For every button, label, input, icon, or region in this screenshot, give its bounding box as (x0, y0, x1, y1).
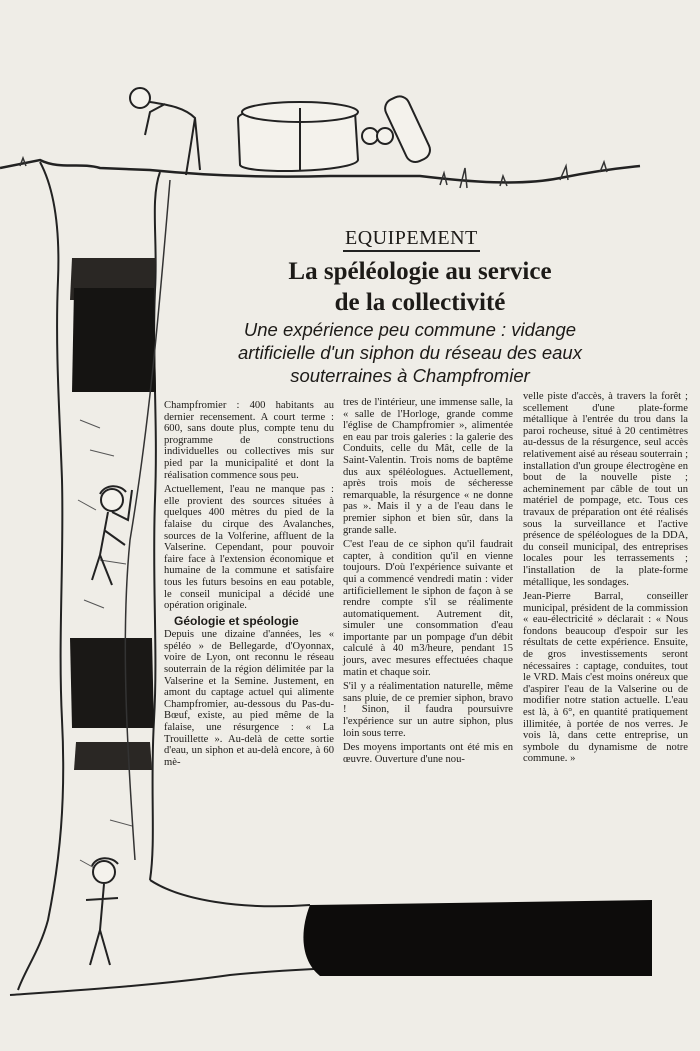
cave-ceiling-line (150, 880, 310, 906)
paragraph: tres de l'intérieur, une immense salle, la « salle de l'Horloge, grande comme l'église de Champfromier », alimentée en eau par trois galeries : la galerie des Conduits, celle du Mât, celle de la Saint-Valentin. Trois noms de baptême dus aux spéléologues. Actuellement, après trois mois de sécheresse remarquable, la résurgence « ne donne pas ». Mais il y a de l'eau dans le premier siphon et bien sûr, dans la grande salle. (343, 397, 513, 536)
pump-generator-drum (238, 93, 433, 171)
section-heading: Géologie et spéologie (174, 613, 299, 628)
paragraph: Depuis une dizaine d'années, les « spéléo » de Bellegarde, d'Oyonnax, voire de Lyon, ont reconnu le réseau souterrain de la région délimitée par la Valserine et la Semine. Justement, en amont du captage actuel qui alimente Champfromier, au-dessous du Pas-du-Bœuf, existe, au pied même de la falaise, une résurgence : « La Trouillette ». Au-delà de cette sortie d'eau, un siphon et au-delà encore, à 60 mè- (164, 629, 334, 768)
paragraph: Actuellement, l'eau ne manque pas : elle provient des sources situées à quelques 400 mètres du pied de la falaise du cirque des Avalanches, sources de la Volferine, affluent de la Valserine. Cependant, pour pouvoir faire face à l'extension économique et humaine de la commune et satisfaire tous les futurs besoins en eau potable, le conseil municipal a décidé une opération originale. (164, 484, 334, 612)
climbing-caver-figure (92, 486, 132, 585)
paragraph: S'il y a réalimentation naturelle, même sans pluie, de ce premier siphon, bravo ! Sinon, il faudra poursuivre l'expérience sur un autre siphon, plus loin sous terre. (343, 681, 513, 739)
underground-water-pool (303, 900, 652, 976)
dark-rock-band-4 (74, 742, 152, 770)
paragraph: Champfromier : 400 habitants au dernier recensement. A court terme : 600, sans doute plus, compte tenu du programme de constructions individuelles ou collectives mis sur pied par la municipalité et dont la réalisation commence sous peu. (164, 400, 334, 481)
headline-line-1: La spéléologie au service (288, 258, 552, 285)
subtitle-line-3: souterraines à Champfromier (290, 365, 530, 386)
cave-shaft-left-wall (18, 162, 63, 990)
surface-caver-figure (130, 88, 200, 175)
article-headline (200, 256, 640, 318)
paragraph: velle piste d'accès, à travers la forêt ; scellement d'une plate-forme métallique à l'entrée du trou dans la paroi rocheuse, situé à 20 centimètres au-dessus de la résurgence, seul accès relativement aisé au réseau souterrain ; installation d'un groupe électrogène en bout de la nouvelle piste ; acheminement par câble de tout un matériel de pompage, etc. Tous ces travaux de préparation ont été réalisés sous la surveillance et l'active présence de spéléologues de la DDA, du conseil municipal, des entreprises locales pour les terrassements ; l'installation de la plate-forme métallique, les sondages. (523, 391, 689, 588)
headline-line-2: de la collectivité (334, 289, 506, 316)
section-kicker: EQUIPEMENT (343, 226, 480, 252)
article-subtitle (160, 318, 660, 387)
paragraph: Jean-Pierre Barral, conseiller municipal, président de la commission « eau-électricité » déclarait : « Nous fondons beaucoup d'espoir sur les résultats de cette expérience. Ensuite, de gros investissements seront nécessaires : captage, conduites, tout le VRD. Mais c'est moins onéreux que d'aspirer l'eau de la Valserine ou de modifier notre station actuelle. L'eau est là, à 6°, en quantité pratiquement illimitée, à portée de nos verres. Je vois là, dans cette entreprise, un symbole du dynamisme de notre commune. » (523, 591, 688, 765)
paragraph: C'est l'eau de ce siphon qu'il faudrait capter, à condition qu'il en vienne toujours. D'où l'expérience suivante et qui a commencé vendredi matin : vider artificiellement le siphon de façon à se rendre compte s'il se réalimente automatiquement. Autrement dit, simuler une consommation d'eau importante par un pompage d'un débit calculé à 40 m3/heure, pendant 15 jours, avec mesures effectuées chaque matin et chaque soir. (343, 539, 513, 678)
article-column-3 (523, 391, 688, 768)
paragraph: Des moyens importants ont été mis en œuvre. Ouverture d'une nou- (343, 742, 513, 765)
article-column-2 (343, 397, 513, 768)
article-column-1 (164, 400, 334, 771)
dark-rock-band-2 (72, 288, 156, 392)
subtitle-line-2: artificielle d'un siphon du réseau des eaux (238, 342, 582, 363)
dark-rock-band-3 (70, 638, 154, 728)
standing-caver-figure (86, 858, 118, 965)
subtitle-line-1: Une expérience peu commune : vidange (243, 319, 577, 340)
